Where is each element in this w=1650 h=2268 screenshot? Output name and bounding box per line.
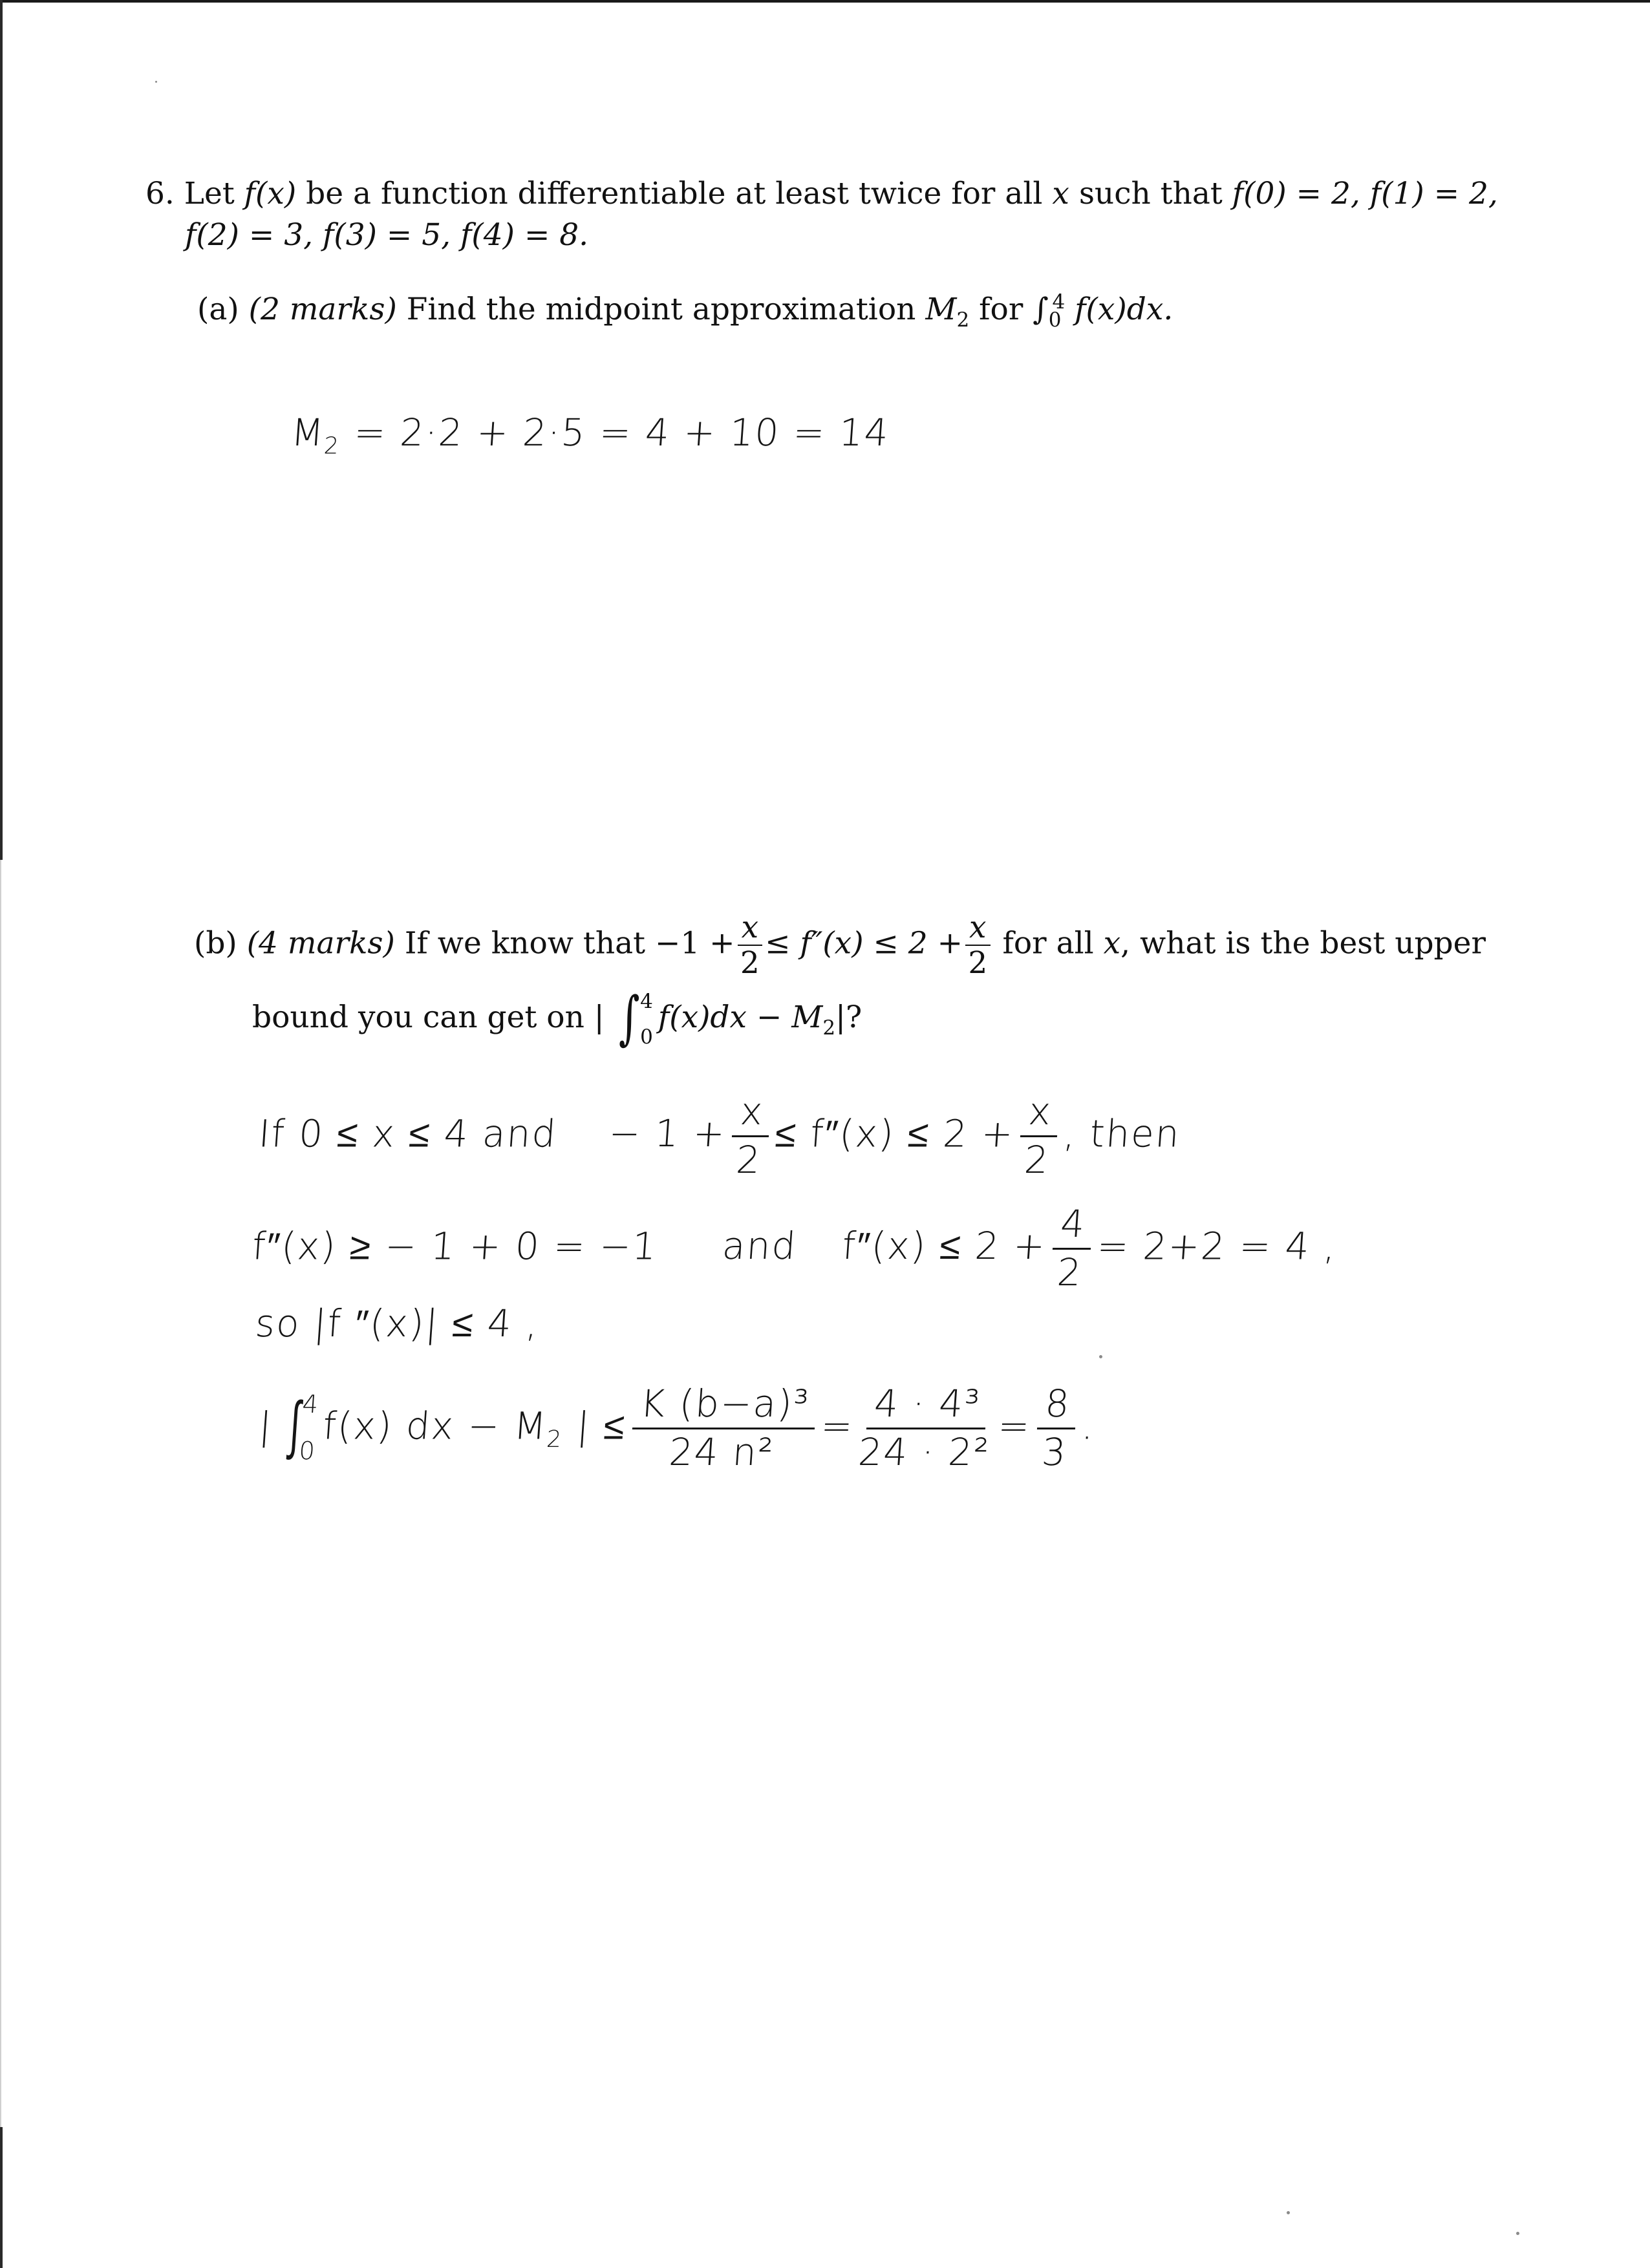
scan-speck	[155, 81, 157, 83]
part-b-marks: (4 marks)	[246, 925, 395, 961]
scan-speck	[1287, 2211, 1290, 2214]
part-a-question: (a) (2 marks) Find the midpoint approximation $M_2$ for $\int_0^4$ f(x)dx.	[197, 290, 1173, 332]
answer-b-line2: f″(x) ≥ − 1 + 0 = −1 and f″(x) ≤ 2 + $\frac{4}{2}$ = 2+2 = 4 ,	[250, 1202, 1338, 1294]
scan-speck	[1516, 2232, 1519, 2235]
question-intro-line2: f(2) = 3, f(3) = 5, f(4) = 8.	[185, 217, 589, 253]
part-b-label: (b)	[194, 925, 237, 961]
answer-a: $M_2 = 2\cdot 2 + 2\cdot 5 = 4 + 10 = 14$	[289, 411, 892, 460]
part-a-label: (a)	[197, 292, 239, 328]
scan-speck	[1099, 1355, 1102, 1358]
x-over-2: $\frac{x}{2}$	[965, 912, 991, 979]
answer-b-line4: | ∫ 4 0 f(x) dx − $M_2$ | ≤ $\frac{\text{K (b−a)³}}{\text{24 n²}}$ = $\frac{\text{4 · 4³}}{\text{24 · 2²}}$ = $\frac{8}{3}$ .	[257, 1382, 1097, 1474]
answer-b-line3: so |f ″(x)| ≤ 4 ,	[253, 1301, 541, 1345]
part-b-question-line1: (b) (4 marks) If we know that −1 + $\frac{x}{2}$ ≤ f″(x) ≤ 2 + $\frac{x}{2}$ for all x, what is the best upper	[194, 910, 1486, 981]
part-b-question-line2: bound you can get on | ∫ 4 0 $f(x)dx - M_2|$?	[252, 985, 862, 1053]
question-intro-line1: 6. Let f(x) be a function differentiable at least twice for all x such that f(0) = 2, f(1) = 2,	[145, 176, 1498, 211]
x-over-2: $\frac{x}{2}$	[738, 912, 763, 979]
part-a-marks: (2 marks)	[248, 292, 397, 328]
scan-edge-top	[0, 0, 1650, 3]
answer-b-line1: If 0 ≤ x ≤ 4 and − 1 + $\frac{x}{2}$ ≤ f″(x) ≤ 2 + $\frac{x}{2}$ , then	[257, 1089, 1183, 1182]
scan-edge-left-faint	[0, 860, 1, 2127]
scan-edge-left	[0, 0, 3, 860]
question-number: 6.	[145, 176, 175, 211]
scan-edge-left-lower	[0, 2127, 3, 2268]
